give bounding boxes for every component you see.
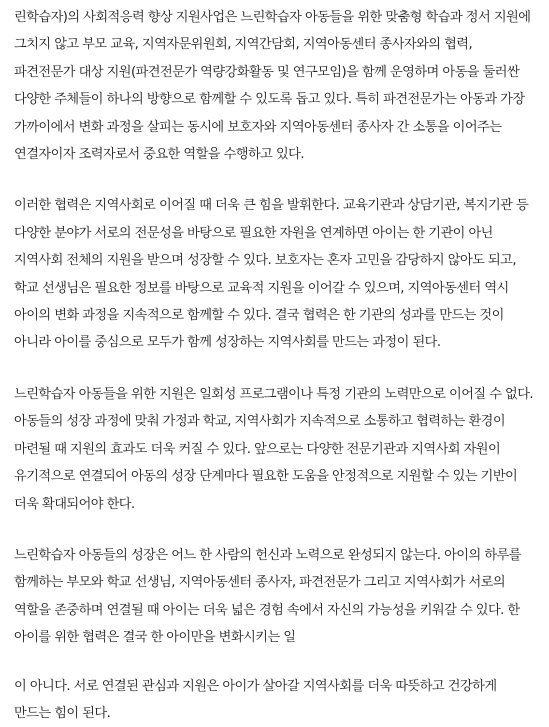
paragraph-3: 느린학습자 아동들을 위한 지원은 일회성 프로그램이나 특정 기관의 노력만으로 이어질 수 없다. 아동들의 성장 과정에 맞춰 가정과 학교, 지역사회가 지속적으로 소통하고 협력하는 환경이 마련될 때 지원의 효과도 더욱 커질 수 있다. 앞으로는 다양한 전문기관과 지역사회 자원이 유기적으로 연결되어 아동의 성장 단계마다 필요한 도움을 안정적으로 지원할 수 있는 기반이 더욱 확대되어야 한다.: [14, 386, 534, 512]
paragraph-gap: [14, 518, 535, 542]
paragraph-gap: [14, 168, 535, 192]
paragraph-1: 린학습자)의 사회적응력 향상 지원사업은 느린학습자 아동들을 위한 맞춤형 학습과 정서 지원에 그치지 않고 부모 교육, 지역자문위원회, 지역간담회, 지역아동센터 종사자와의 협력, 파견전문가 대상 지원(파견전문가 역량강화활동 및 연구모임)을 함께 운영하며 아동을 둘러싼 다양한 주체들이 하나의 방향으로 함께할 수 있도록 돕고 있다. 특히 파견전문가는 아동과 가장 가까이에서 변화 과정을 살피는 동시에 보호자와 지역아동센터 종사자 간 소통을 이어주는 연결자이자 조력자로서 중요한 역할을 수행하고 있다.: [14, 10, 531, 163]
paragraph-4: 느린학습자 아동들의 성장은 어느 한 사람의 헌신과 노력으로 완성되지 않는다. 아이의 하루를 함께하는 부모와 학교 선생님, 지역아동센터 종사자, 파견전문가 그리고 지역사회가 서로의 역할을 존중하며 연결될 때 아이는 더욱 넓은 경험 속에서 자신의 가능성을 키워갈 수 있다. 한 아이를 위한 협력은 결국 한 아이만을 변화시키는 일: [14, 547, 521, 646]
page-break: [14, 652, 535, 673]
paragraph-5: 이 아니다. 서로 연결된 관심과 지원은 아이가 살아갈 지역사회를 더욱 따뜻하고 건강하게 만드는 힘이 된다.: [14, 678, 497, 721]
paragraph-2: 이러한 협력은 지역사회로 이어질 때 더욱 큰 힘을 발휘한다. 교육기관과 상담기관, 복지기관 등 다양한 분야가 서로의 전문성을 바탕으로 필요한 자원을 연계하면 아이는 한 기관이 아닌 지역사회 전체의 지원을 받으며 성장할 수 있다. 보호자는 혼자 고민을 감당하지 않아도 되고, 학교 선생님은 필요한 정보를 바탕으로 교육적 지원을 이어갈 수 있으며, 지역아동센터 역시 아이의 변화 과정을 지속적으로 함께할 수 있다. 결국 협력은 한 기관의 성과를 만드는 것이 아니라 아이를 중심으로 모두가 함께 성장하는 지역사회를 만드는 과정이 된다.: [14, 198, 529, 351]
paragraph-gap: [14, 357, 535, 381]
